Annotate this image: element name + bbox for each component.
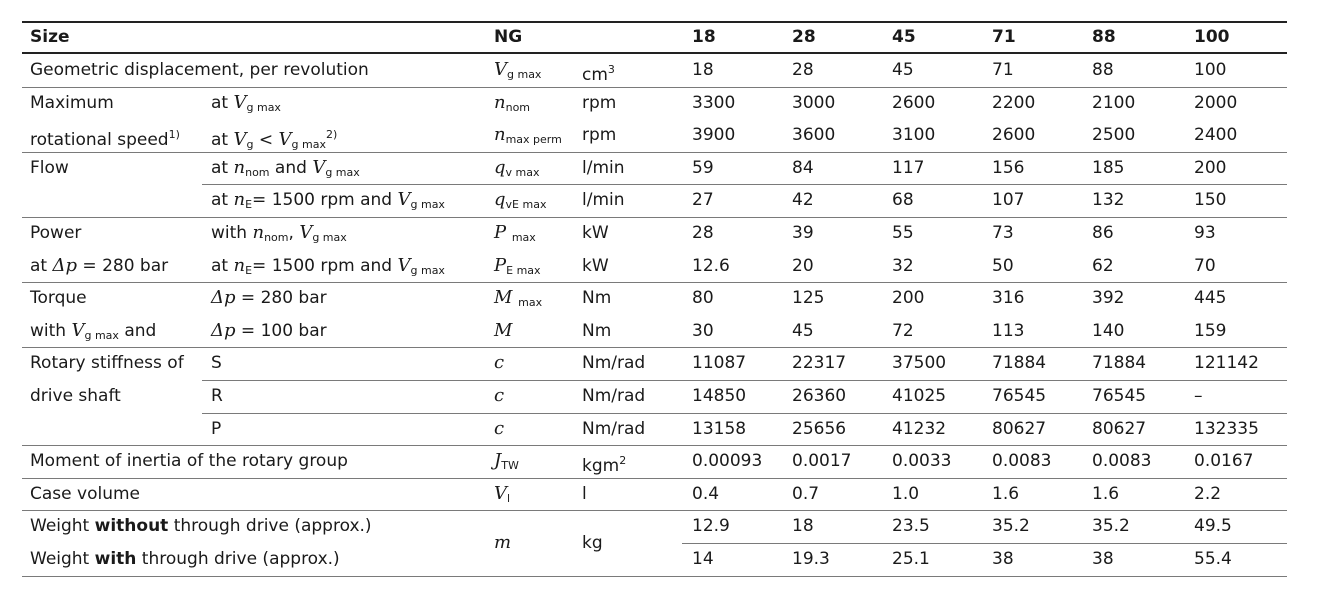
row-separator — [22, 282, 1287, 283]
value-ng-45: 25.1 — [892, 549, 930, 569]
table-row-flow1 — [22, 158, 1287, 180]
row-label: Weight with through drive (approx.) — [30, 549, 340, 569]
value-ng-45: 37500 — [892, 353, 947, 374]
table-row-stiffR — [22, 386, 1287, 408]
value-ng-28: 3000 — [792, 92, 836, 113]
value-ng-28: 45 — [792, 320, 814, 341]
value-ng-18: 0.4 — [692, 483, 720, 504]
row-unit: kgm$^2$ — [582, 454, 627, 477]
header-size-18: 18 — [692, 27, 716, 47]
row-separator — [202, 184, 1287, 185]
row-symbol: c — [494, 385, 505, 406]
row-unit: kW — [582, 255, 609, 276]
value-ng-18: 30 — [692, 320, 714, 341]
row-separator — [22, 478, 1287, 479]
row-condition: S — [211, 353, 222, 374]
row-separator — [22, 347, 1287, 348]
header-size-45: 45 — [892, 27, 916, 47]
table-row-speed1 — [22, 93, 1287, 115]
value-ng-18: 3900 — [692, 125, 736, 146]
value-ng-28: 22317 — [792, 353, 847, 374]
row-unit: Nm — [582, 320, 612, 341]
value-ng-71: 113 — [992, 320, 1025, 341]
value-ng-45: 1.0 — [892, 483, 920, 504]
value-ng-18: 12.9 — [692, 516, 730, 537]
row-label: Power — [30, 223, 82, 243]
value-ng-18: 18 — [692, 60, 714, 80]
value-ng-88: 392 — [1092, 288, 1125, 309]
value-ng-45: 0.0033 — [892, 451, 952, 472]
value-ng-71: 76545 — [992, 386, 1047, 406]
value-ng-100: 2.2 — [1194, 483, 1222, 504]
value-ng-45: 68 — [892, 190, 914, 211]
value-ng-88: 86 — [1092, 223, 1114, 243]
value-ng-28: 42 — [792, 190, 814, 211]
row-condition: with $n_{nom}$, $V_{g max}$ — [211, 222, 347, 244]
row-label: Flow — [30, 157, 69, 178]
value-ng-100: 2000 — [1194, 92, 1238, 113]
value-ng-18: 3300 — [692, 92, 736, 113]
value-ng-45: 41232 — [892, 418, 947, 439]
row-separator — [22, 510, 1287, 511]
value-ng-71: 38 — [992, 549, 1014, 569]
header-size: Size — [30, 27, 70, 47]
row-symbol: c — [494, 352, 505, 374]
value-ng-71: 35.2 — [992, 516, 1030, 537]
value-ng-18: 27 — [692, 190, 714, 211]
value-ng-88: 71884 — [1092, 353, 1147, 374]
row-condition: at $n_E= 1500$ rpm and $V_{g max}$ — [211, 189, 445, 212]
row-unit: Nm/rad — [582, 353, 646, 374]
value-ng-88: 80627 — [1092, 418, 1147, 439]
value-ng-28: 39 — [792, 223, 814, 243]
value-ng-88: 62 — [1092, 255, 1114, 276]
value-ng-100: 49.5 — [1194, 516, 1232, 537]
value-ng-28: 20 — [792, 255, 814, 276]
row-separator — [22, 152, 1287, 153]
row-condition: P — [211, 418, 222, 439]
value-ng-100: 200 — [1194, 157, 1227, 178]
value-ng-28: 25656 — [792, 418, 847, 439]
row-unit: $cm^3$ — [582, 63, 615, 85]
value-ng-28: 26360 — [792, 386, 847, 406]
row-unit: kW — [582, 223, 609, 243]
table-row-volume — [22, 484, 1287, 506]
row-separator — [202, 380, 1287, 381]
value-ng-45: 2600 — [892, 92, 936, 113]
value-ng-18: 59 — [692, 157, 714, 178]
value-ng-71: 1.6 — [992, 483, 1020, 504]
row-label: with $V_{g max}$ and — [30, 319, 157, 342]
table-row-weight1 — [22, 516, 1287, 538]
row-separator — [22, 87, 1287, 88]
row-label: at Δp = 280 bar — [30, 254, 169, 276]
row-unit: Nm — [582, 288, 612, 309]
header-size-28: 28 — [792, 27, 816, 47]
value-ng-45: 72 — [892, 320, 914, 341]
row-label: Moment of inertia of the rotary group — [30, 451, 348, 472]
row-label: Rotary stiffness of — [30, 353, 184, 374]
value-ng-28: 0.7 — [792, 483, 820, 504]
row-separator — [22, 217, 1287, 218]
row-symbol: M — [494, 319, 513, 341]
value-ng-88: 0.0083 — [1092, 451, 1152, 472]
table-row-power1 — [22, 223, 1287, 245]
row-symbol: $q_{v max}$ — [494, 156, 540, 179]
row-symbol: c — [494, 417, 505, 439]
value-ng-28: 18 — [792, 516, 814, 537]
table-row-stiffP — [22, 419, 1287, 441]
value-ng-100: – — [1194, 386, 1203, 406]
value-ng-45: 3100 — [892, 125, 936, 146]
table-row-speed2 — [22, 124, 1287, 152]
value-ng-88: 140 — [1092, 320, 1125, 341]
row-condition: R — [211, 386, 223, 406]
header-size-88: 88 — [1092, 27, 1116, 47]
row-label: Torque — [30, 288, 87, 309]
value-ng-28: 28 — [792, 60, 814, 80]
weight-unit: kg — [582, 533, 603, 553]
value-ng-88: 35.2 — [1092, 516, 1130, 537]
row-condition: at $n_E= 1500$ rpm and $V_{g max}$ — [211, 254, 445, 277]
value-ng-100: 121142 — [1194, 353, 1259, 374]
row-label: Maximum — [30, 92, 114, 113]
row-symbol: $P_{E max}$ — [494, 254, 541, 277]
value-ng-18: 13158 — [692, 418, 747, 439]
row-condition: Δp = 280 bar — [211, 287, 327, 309]
row-unit: rpm — [582, 125, 617, 146]
header-size-71: 71 — [992, 27, 1016, 47]
value-ng-88: 88 — [1092, 60, 1114, 80]
row-unit: rpm — [582, 92, 617, 113]
value-ng-28: 84 — [792, 157, 814, 178]
value-ng-28: 125 — [792, 288, 825, 309]
header-ng: NG — [494, 27, 523, 47]
value-ng-18: 12.6 — [692, 255, 730, 276]
value-ng-88: 2500 — [1092, 125, 1136, 146]
row-symbol: M $_{max}$ — [494, 287, 543, 310]
header-bottom-rule — [22, 52, 1287, 54]
value-ng-100: 150 — [1194, 190, 1227, 211]
row-symbol: P $_{max}$ — [494, 222, 536, 244]
value-ng-71: 2600 — [992, 125, 1036, 146]
value-ng-100: 70 — [1194, 255, 1216, 276]
value-ng-18: 0.00093 — [692, 451, 763, 472]
value-ng-88: 76545 — [1092, 386, 1147, 406]
table-row-stiffS — [22, 353, 1287, 375]
value-ng-100: 93 — [1194, 223, 1216, 243]
table-bottom-rule — [22, 576, 1287, 577]
row-condition: Δp = 100 bar — [211, 319, 327, 341]
weight-symbol: m — [494, 532, 512, 553]
row-condition: at $V_{g max}$ — [211, 91, 281, 114]
value-ng-71: 50 — [992, 255, 1014, 276]
row-unit: l/min — [582, 190, 625, 211]
value-ng-71: 71 — [992, 60, 1014, 80]
table-row-power2 — [22, 256, 1287, 278]
row-symbol: $q_{vE max}$ — [494, 189, 547, 212]
value-ng-18: 80 — [692, 288, 714, 309]
value-ng-45: 23.5 — [892, 516, 930, 537]
row-separator — [22, 445, 1287, 446]
value-ng-45: 45 — [892, 60, 914, 80]
table-top-rule — [22, 21, 1287, 23]
value-ng-18: 14 — [692, 549, 714, 569]
row-symbol: $n_{max perm}$ — [494, 124, 562, 147]
row-unit: l/min — [582, 157, 625, 178]
row-separator — [202, 413, 1287, 414]
value-ng-71: 73 — [992, 223, 1014, 243]
row-label: Weight without through drive (approx.) — [30, 516, 372, 537]
value-ng-100: 2400 — [1194, 125, 1238, 146]
value-ng-100: 0.0167 — [1194, 451, 1254, 472]
value-ng-88: 1.6 — [1092, 483, 1120, 504]
value-ng-71: 2200 — [992, 92, 1036, 113]
value-ng-45: 41025 — [892, 386, 947, 406]
row-unit: Nm/rad — [582, 418, 646, 439]
value-ng-100: 445 — [1194, 288, 1227, 309]
value-ng-71: 107 — [992, 190, 1025, 211]
value-ng-71: 0.0083 — [992, 451, 1052, 472]
value-ng-71: 80627 — [992, 418, 1047, 439]
table-row-weight2 — [22, 549, 1287, 571]
row-symbol: $J_{TW}$ — [494, 450, 519, 473]
table-row-inertia — [22, 450, 1287, 477]
row-condition: at $V_g < V_{g max}^{2)}$ — [211, 128, 338, 152]
value-ng-45: 55 — [892, 223, 914, 243]
table-row-disp — [22, 59, 1287, 85]
row-symbol: $n_{nom}$ — [494, 91, 531, 114]
value-ng-45: 32 — [892, 255, 914, 276]
row-symbol: $V_l$ — [494, 482, 511, 505]
table-row-torque1 — [22, 288, 1287, 310]
weight-values-separator — [682, 543, 1287, 544]
value-ng-28: 3600 — [792, 125, 836, 146]
header-size-100: 100 — [1194, 27, 1230, 47]
value-ng-28: 0.0017 — [792, 451, 852, 472]
value-ng-88: 38 — [1092, 549, 1114, 569]
table-row-torque2 — [22, 321, 1287, 343]
value-ng-18: 11087 — [692, 353, 747, 374]
row-label: Case volume — [30, 483, 140, 504]
value-ng-88: 185 — [1092, 157, 1125, 178]
value-ng-71: 156 — [992, 157, 1025, 178]
row-condition: at $n_{nom}$ and $V_{g max}$ — [211, 156, 360, 179]
row-unit: Nm/rad — [582, 386, 646, 406]
value-ng-88: 2100 — [1092, 92, 1136, 113]
value-ng-100: 55.4 — [1194, 549, 1232, 569]
value-ng-88: 132 — [1092, 190, 1125, 211]
value-ng-100: 159 — [1194, 320, 1227, 341]
row-unit: l — [582, 483, 587, 504]
value-ng-100: 100 — [1194, 60, 1227, 80]
value-ng-45: 200 — [892, 288, 925, 309]
value-ng-100: 132335 — [1194, 418, 1259, 439]
value-ng-18: 28 — [692, 223, 714, 243]
value-ng-28: 19.3 — [792, 549, 830, 569]
row-label: rotational speed$^{1)}$ — [30, 128, 180, 151]
value-ng-71: 316 — [992, 288, 1025, 309]
value-ng-71: 71884 — [992, 353, 1047, 374]
table-row-flow2 — [22, 190, 1287, 212]
row-label: drive shaft — [30, 386, 121, 406]
value-ng-18: 14850 — [692, 386, 747, 406]
row-label: Geometric displacement, per revolution — [30, 60, 369, 80]
value-ng-45: 117 — [892, 157, 925, 178]
table-header — [22, 27, 1287, 51]
row-symbol: $V_{g max}$ — [494, 59, 542, 81]
